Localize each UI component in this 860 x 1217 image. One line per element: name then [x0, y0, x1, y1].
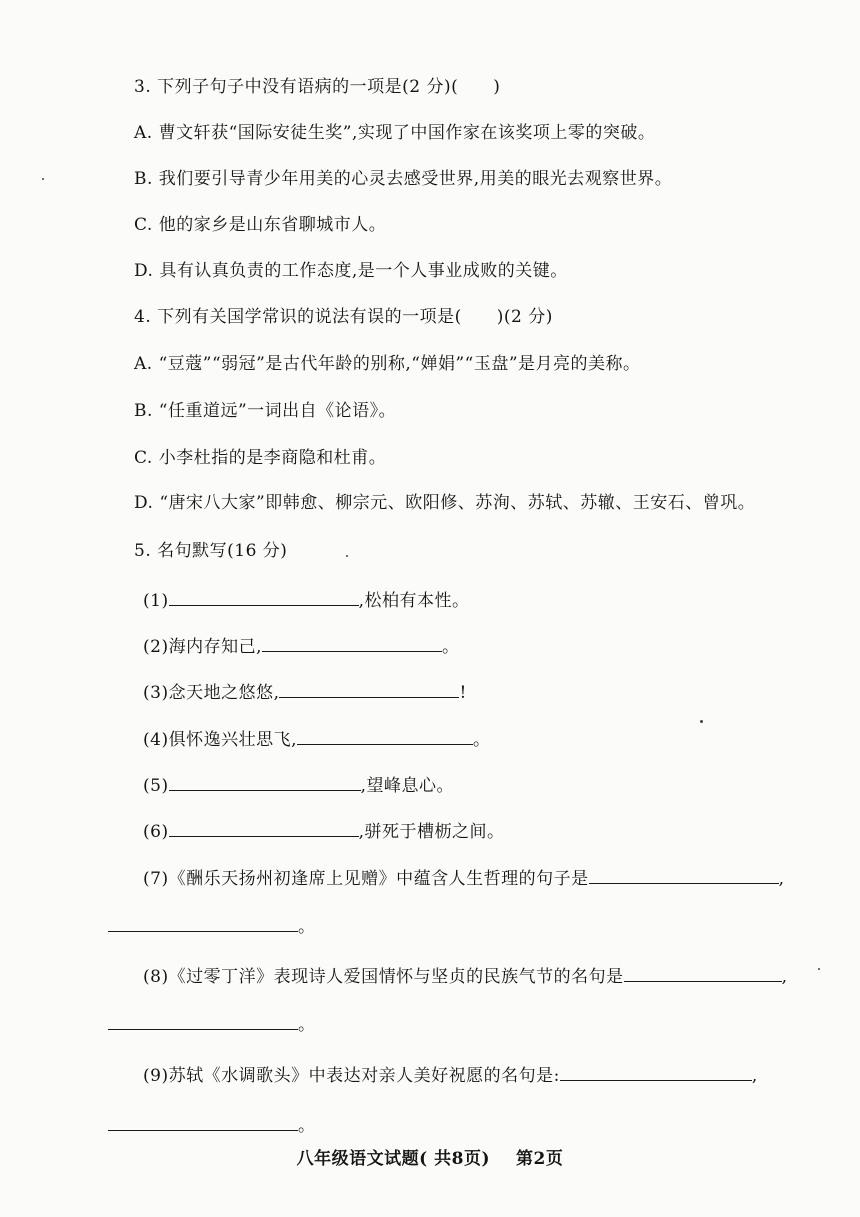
fill-item-3-text: (3)念天地之悠悠, [143, 683, 280, 703]
fill-item-8-comma: , [781, 967, 788, 987]
fill-blank-2[interactable] [262, 634, 442, 652]
fill-item-9 [143, 1063, 758, 1087]
fill-item-8-continued [108, 1012, 316, 1036]
question-3-stem: 3. 下列子句子中没有语病的一项是(2 分)( ) [134, 77, 501, 97]
fill-item-7-end: 。 [298, 917, 316, 937]
fill-item-2-text: (2)海内存知己, [143, 637, 262, 657]
fill-item-8 [143, 964, 788, 988]
fill-blank-9b[interactable] [108, 1113, 298, 1131]
question-3-option-a: A. 曹文轩获“国际安徒生奖”,实现了中国作家在该奖项上零的突破。 [134, 123, 656, 143]
fill-item-9-continued [108, 1113, 316, 1137]
question-3-option-c: C. 他的家乡是山东省聊城市人。 [134, 215, 387, 235]
fill-item-7-comma: , [778, 869, 785, 889]
fill-blank-4[interactable] [297, 727, 473, 745]
question-4-option-c: C. 小李杜指的是李商隐和杜甫。 [134, 448, 387, 468]
fill-item-7-text: (7)《酬乐天扬州初逢席上见赠》中蕴含人生哲理的句子是 [143, 869, 589, 889]
question-4-stem: 4. 下列有关国学常识的说法有误的一项是( )(2 分) [134, 307, 553, 327]
fill-item-9-end: 。 [298, 1116, 316, 1136]
fill-blank-9a[interactable] [560, 1063, 752, 1081]
fill-item-6-number: (6) [143, 822, 169, 842]
fill-item-7 [143, 866, 785, 890]
fill-blank-8a[interactable] [624, 964, 782, 982]
question-3-option-d: D. 具有认真负责的工作态度,是一个人事业成败的关键。 [134, 261, 568, 281]
fill-item-4-end: 。 [472, 730, 491, 750]
fill-item-8-text: (8)《过零丁洋》表现诗人爱国情怀与坚贞的民族气节的名句是 [143, 967, 624, 987]
fill-item-8-end: 。 [298, 1015, 316, 1035]
question-4-option-b: B. “任重道远”一词出自《论语》。 [134, 401, 397, 421]
question-4-option-d: D. “唐宋八大家”即韩愈、柳宗元、欧阳修、苏洵、苏轼、苏辙、王安石、曾巩。 [134, 493, 756, 513]
fill-blank-7a[interactable] [589, 866, 779, 884]
scan-speck [700, 720, 703, 723]
fill-item-4 [143, 727, 490, 751]
fill-item-9-text: (9)苏轼《水调歌头》中表达对亲人美好祝愿的名句是: [143, 1066, 560, 1086]
fill-item-3 [143, 680, 467, 704]
fill-item-1-number: (1) [143, 591, 169, 611]
fill-blank-6[interactable] [169, 819, 359, 837]
scan-speck [818, 968, 820, 970]
question-4-option-a: A. “豆蔻”“弱冠”是古代年龄的别称,“婵娟”“玉盘”是月亮的美称。 [134, 354, 641, 374]
fill-blank-5[interactable] [169, 773, 361, 791]
fill-item-9-comma: , [751, 1066, 758, 1086]
fill-blank-1[interactable] [169, 588, 359, 606]
fill-item-6 [143, 819, 505, 843]
scan-speck [346, 555, 348, 557]
fill-item-3-end: ! [459, 683, 467, 703]
fill-item-7-continued [108, 914, 316, 938]
fill-item-6-text: ,骈死于槽枥之间。 [358, 822, 505, 842]
fill-item-2 [143, 634, 459, 658]
footer-title: 八年级语文试题( 共8页) [296, 1149, 490, 1169]
fill-item-5-text: ,望峰息心。 [360, 776, 454, 796]
fill-item-1 [143, 588, 470, 612]
fill-item-2-end: 。 [441, 637, 460, 657]
question-3-option-b: B. 我们要引导青少年用美的心灵去感受世界,用美的眼光去观察世界。 [134, 169, 673, 189]
fill-item-1-text: ,松柏有本性。 [358, 591, 470, 611]
scan-speck [42, 178, 44, 180]
fill-item-4-text: (4)俱怀逸兴壮思飞, [143, 730, 297, 750]
fill-item-5 [143, 773, 454, 797]
fill-blank-7b[interactable] [108, 914, 298, 932]
fill-blank-8b[interactable] [108, 1012, 298, 1030]
question-5-stem: 5. 名句默写(16 分) [134, 541, 288, 561]
fill-blank-3[interactable] [279, 680, 459, 698]
page-footer [0, 1144, 860, 1169]
fill-item-5-number: (5) [143, 776, 169, 796]
footer-page-number: 第2页 [516, 1149, 564, 1169]
